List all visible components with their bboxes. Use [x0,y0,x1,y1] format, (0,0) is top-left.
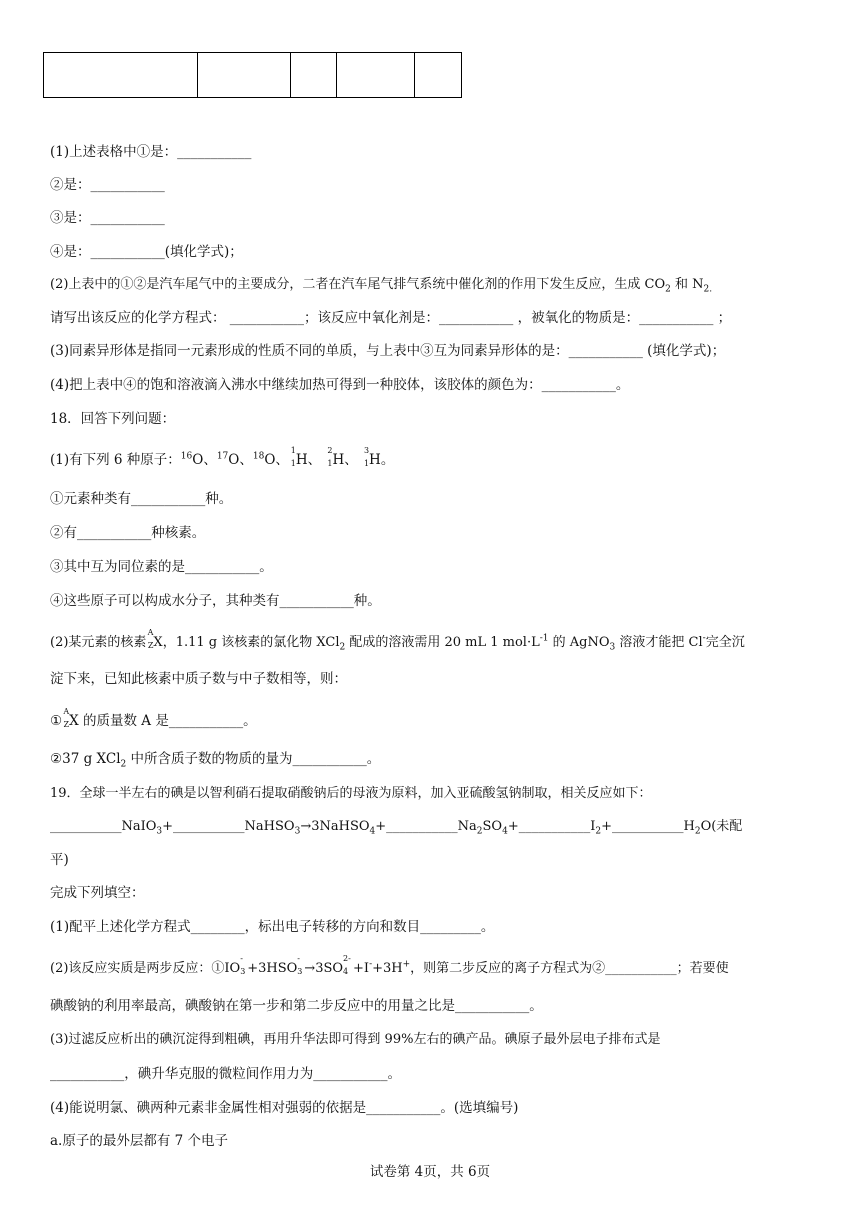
q17-part1-b: ②是：___________ [50,177,165,193]
q17-part1-d: ④是：___________(填化学式)； [50,244,243,260]
nuclide-h3: 3 1 [363,446,370,468]
q19-part4: (4)能说明氯、碘两种元素非金属性相对强弱的依据是___________。(选填编号) [50,1100,519,1116]
q19-part1: (1)配平上述化学方程式________，标出电子转移的方向和数目_________。 [50,919,495,935]
answer-table [43,52,462,98]
table-cell [44,53,198,98]
q18-part2-b: 淀下来，已知此核素中质子数与中子数相等，则： [50,671,347,687]
q18-sub3: ③其中互为同位素的是___________。 [50,559,273,575]
q18-part1: (1)有下列 6 种原子：$^{16}$O、$^{17}$O、$^{18}$O、 1 1 H、 2 1 H、 3 1 H。 [50,446,395,468]
q18-sub6: ②37 g XCl$_2$ 中所含质子数的物质的量为___________。 [50,751,381,770]
nuclide-x-small: A Z [63,707,70,729]
nuclide-h1: 1 1 [290,446,296,468]
ion-hso3: - 3 [297,954,303,976]
nuclide-h2: 2 1 [327,446,333,468]
q18-sub2: ②有___________种核素。 [50,525,206,541]
q18-sub4: ④这些原子可以构成水分子，其种类有___________种。 [50,593,381,609]
q19-fill-prompt: 完成下列填空： [50,885,145,901]
q17-part2-b: 请写出该反应的化学方程式： ___________；该反应中氧化剂是：___________ ，被氧化的物质是：___________ ； [50,310,732,326]
table-row [44,53,462,98]
nuclide-x: A Z [147,628,154,650]
q19-part2: (2)该反应实质是两步反应：①IO - 3 +3HSO - 3 →3SO 2- 4 +I-+3H+，则第二步反应的离子方程式为②___________；若要使 [50,954,729,976]
q17-part3: (3)同素异形体是指同一元素形成的性质不同的单质，与上表中③互为同素异形体的是：___________ (填化学式)； [50,343,726,359]
page-footer: 试卷第 4页，共 6页 [369,1164,491,1180]
q18-part2: (2)某元素的核素 A Z X，1.11 g 该核素的氯化物 XCl$_2$ 配成的溶液需用 20 mL 1 $mol\cdot L^{-1}$ 的 AgNO$_3$ 溶液才能把 Cl-完全沉 [50,628,745,653]
q19-part2-b: 碘酸钠的利用率最高，碘酸钠在第一步和第二步反应中的用量之比是___________。 [50,998,543,1014]
q19-equation-cont: 平) [50,852,69,868]
table-cell [415,53,462,98]
q18-sub5: ① A Z X 的质量数 A 是___________。 [50,707,257,729]
ion-io3: - 3 [240,954,246,976]
q17-part1: (1)上述表格中①是：___________ [50,144,252,160]
table-cell [337,53,415,98]
q19-part3: (3)过滤反应析出的碘沉淀得到粗碘，再用升华法即可得到 99%左右的碘产品。碘原子最外层电子排布式是 [50,1032,661,1047]
ion-so4: 2- 4 [343,954,351,976]
q18-heading: 18．回答下列问题： [50,411,176,427]
q17-part4: (4)把上表中④的饱和溶液滴入沸水中继续加热可得到一种胶体，该胶体的颜色为：___________。 [50,377,630,393]
q19-heading: 19．全球一半左右的碘是以智利硝石提取硝酸钠后的母液为原料，加入亚硫酸氢钠制取，相关反应如下： [50,786,652,801]
q17-part2: (2)上表中的①②是汽车尾气中的主要成分，二者在汽车尾气排气系统中催化剂的作用下发生反应，生成 $CO_2$ 和 $N_{2.}$ [50,277,713,295]
q19-option-a: a.原子的最外层都有 7 个电子 [50,1133,229,1149]
table-cell [291,53,337,98]
q17-part1-c: ③是：___________ [50,210,165,226]
q19-equation: $\_\_\_\_\_\_\_\_\_\_\_NaIO_3+\_\_\_\_\_\_\_\_\_\_\_NaHSO_3\to 3NaHSO_4+\_\_\_\_\_\_\_\_\_\_\_Na_2SO_4+\_\_\_\_\_\_\_\_\_\_\_I_2+\_\_\_\_\_\_\_\_\_\_\_H_2O$(未配 [50,819,743,837]
q19-part3-b: ___________，碘升华克服的微粒间作用力为___________。 [50,1066,401,1082]
table-cell [198,53,291,98]
q18-sub1: ①元素种类有___________种。 [50,491,233,507]
